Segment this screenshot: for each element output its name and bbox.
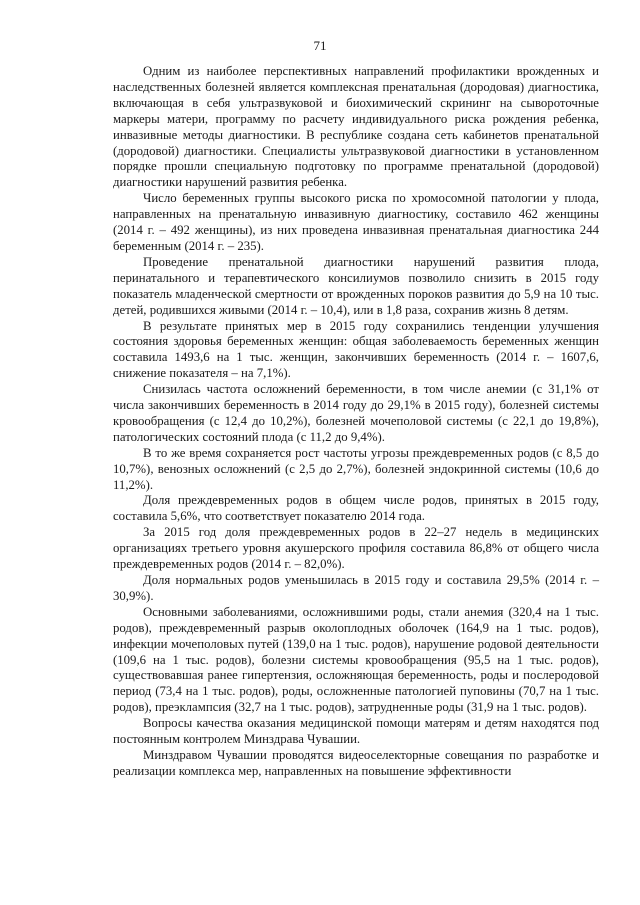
paragraph-complications-decrease: Снизилась частота осложнений беременности, в том числе анемии (с 31,1% от числа закончивших беременность в 2014 году до 29,1% в 2015 году), болезней системы кровообращения (с 12,4 до 10,2%), болезней мочеполовой системы (с 22,1 до 19,8%), патологических состояний плода (с 11,2 до 9,4%). — [113, 382, 599, 444]
paragraph-prenatal-diagnostics: Одним из наиболее перспективных направлений профилактики врожденных и наследственных болезней является комплексная пренатальная (дородовая) диагностика, включающая в себя ультразвуковой и биохимический скрининг на сывороточные маркеры матери, программу по расчету индивидуального риска рождения ребенка, инвазивные методы диагностики. В республике создана сеть кабинетов пренатальной (дородовой) диагностики. Специалисты ультразвуковой диагностики в установленном порядке прошли специальную подготовку по программе пренатальной (дородовой) диагностики нарушений развития ребенка. — [113, 64, 599, 190]
paragraph-preterm-share: Доля преждевременных родов в общем числе родов, принятых в 2015 году, составила 5,6%, что соответствует показателю 2014 года. — [113, 493, 599, 524]
page-body — [113, 64, 599, 780]
page-number: 71 — [313, 38, 327, 53]
paragraph-pregnant-health: В результате принятых мер в 2015 году сохранились тенденции улучшения состояния здоровья беременных женщин: общая заболеваемость беременных женщин составила 1493,6 на 1 тыс. женщин, закончивших беременность (2014 г. – 1607,6, снижение показателя – на 7,1%). — [113, 318, 599, 381]
paragraph-normal-births: Доля нормальных родов уменьшилась в 2015 году и составила 29,5% (2014 г. – 30,9%). — [113, 573, 599, 603]
paragraph-complications-increase: В то же время сохраняется рост частоты угрозы преждевременных родов (с 8,5 до 10,7%), венозных осложнений (с 2,5 до 2,7%), болезней эндокринной системы (10,6 до 11,2%). — [113, 445, 599, 492]
paragraph-video-meetings: Минздравом Чувашии проводятся видеоселекторные совещания по разработке и реализации комплекса мер, направленных на повышение эффективности — [113, 747, 599, 778]
paragraph-infant-mortality: Проведение пренатальной диагностики нарушений развития плода, перинатального и терапевтического консилиумов позволило снизить в 2015 году показатель младенческой смертности от врожденных пороков развития до 5,9 на 10 тыс. детей, родившихся живыми (2014 г. – 10,4), или в 1,8 раза, сохранив жизнь 8 детям. — [113, 254, 599, 317]
paragraph-birth-complications: Основными заболеваниями, осложнившими роды, стали анемия (320,4 на 1 тыс. родов), преждевременный разрыв околоплодных оболочек (164,9 на 1 тыс. родов), инфекции мочеполовых путей (139,0 на 1 тыс. родов), нарушение родовой деятельности (109,6 на 1 тыс. родов), болезни системы кровообращения (95,5 на 1 тыс. родов), существовавшая ранее гипертензия, осложняющая беременность, роды и послеродовой период (73,4 на 1 тыс. родов), роды, осложненные патологией пуповины (70,7 на 1 тыс. родов), преэклампсия (32,7 на 1 тыс. родов), затрудненные роды (31,9 на 1 тыс. родов). — [113, 604, 599, 715]
paragraph-high-risk-pregnancies: Число беременных группы высокого риска по хромосомной патологии у плода, направленных на пренатальную инвазивную диагностику, составило 462 женщины (2014 г. – 492 женщины), из них проведена инвазивная пренатальная диагностика 244 беременным (2014 г. – 235). — [113, 191, 599, 253]
paragraph-quality-control: Вопросы качества оказания медицинской помощи матерям и детям находятся под постоянным контролем Минздрава Чувашии. — [113, 716, 599, 747]
paragraph-preterm-22-27-weeks: За 2015 год доля преждевременных родов в 22–27 недель в медицинских организациях третьего уровня акушерского профиля составила 86,8% от общего числа преждевременных родов (2014 г. – 82,0%). — [113, 525, 599, 572]
